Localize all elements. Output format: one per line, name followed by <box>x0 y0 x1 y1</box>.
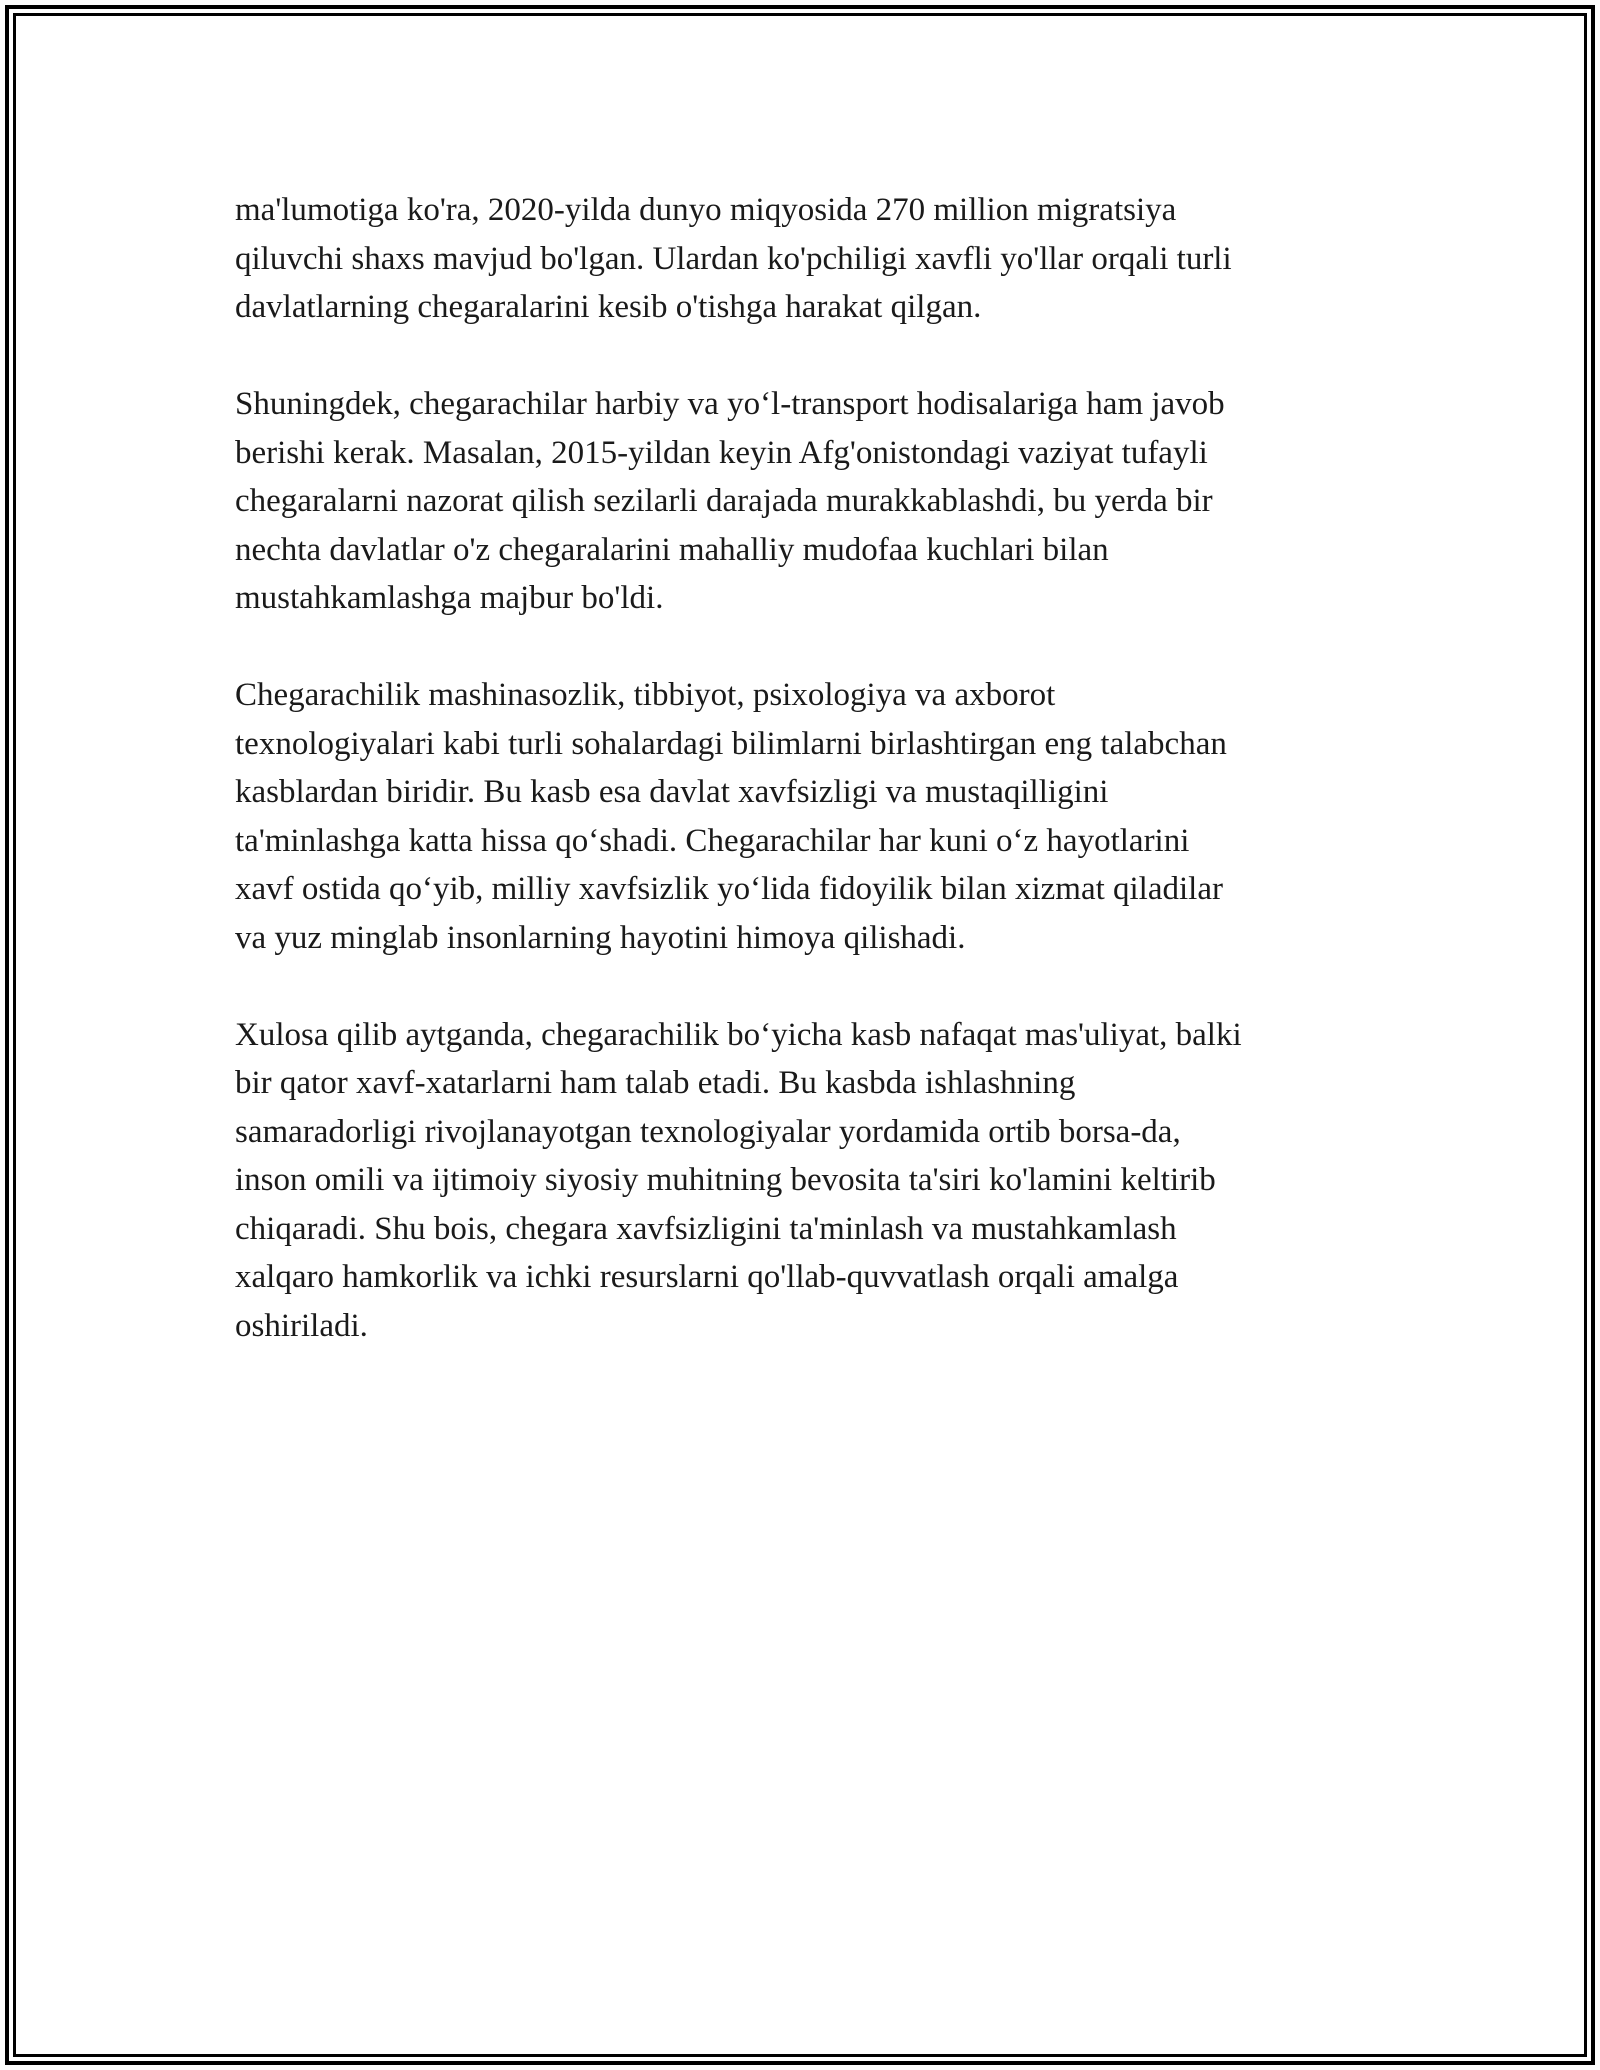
text-line: kasblardan biridir. Bu kasb esa davlat xavfsizligi va mustaqilligini <box>235 774 1109 810</box>
text-line: samaradorligi rivojlanayotgan texnologiyalar yordamida ortib borsa-da, <box>235 1113 1181 1150</box>
text-line: davlatlarning chegaralarini kesib o'tishga harakat qilgan. <box>235 289 982 325</box>
text-line: bir qator xavf-xatarlarni ham talab etadi. Bu kasbda ishlashning <box>235 1065 1076 1101</box>
text-line: ma'lumotiga ko'ra, 2020-yilda dunyo miqyosida 270 million migratsiya <box>235 192 1177 228</box>
text-line: texnologiyalari kabi turli sohalardagi bilimlarni birlashtirgan eng talabchan <box>235 725 1227 762</box>
text-line: xavf ostida qo‘yib, milliy xavfsizlik yo‘lida fidoyilik bilan xizmat qiladilar <box>235 871 1223 907</box>
document-body <box>235 186 1365 1399</box>
text-line: mustahkamlashga majbur bo'ldi. <box>235 580 664 616</box>
text-line: Chegarachilik mashinasozlik, tibbiyot, psixologiya va axborot <box>235 677 1056 713</box>
paragraph <box>235 1011 1365 1351</box>
text-line: inson omili va ijtimoiy siyosiy muhitning bevosita ta'siri ko'lamini keltirib <box>235 1162 1216 1198</box>
text-line: xalqaro hamkorlik va ichki resurslarni qo'llab-quvvatlash orqali amalga <box>235 1259 1179 1295</box>
text-line: berishi kerak. Masalan, 2015-yildan keyin Afg'onistondagi vaziyat tufayli <box>235 434 1208 471</box>
paragraph <box>235 380 1365 623</box>
text-line: Shuningdek, chegarachilar harbiy va yo‘l-transport hodisalariga ham javob <box>235 386 1225 422</box>
paragraph <box>235 671 1365 962</box>
text-line: chegaralarni nazorat qilish sezilarli darajada murakkablashdi, bu yerda bir <box>235 483 1213 519</box>
text-line: qiluvchi shaxs mavjud bo'lgan. Ulardan ko'pchiligi xavfli yo'llar orqali turli <box>235 240 1232 277</box>
text-line: nechta davlatlar o'z chegaralarini mahalliy mudofaa kuchlari bilan <box>235 531 1109 568</box>
text-line: va yuz minglab insonlarning hayotini himoya qilishadi. <box>235 919 966 956</box>
text-line: oshiriladi. <box>235 1307 368 1344</box>
text-line: Xulosa qilib aytganda, chegarachilik bo‘yicha kasb nafaqat mas'uliyat, balki <box>235 1016 1242 1053</box>
paragraph <box>235 186 1365 332</box>
text-line: chiqaradi. Shu bois, chegara xavfsizligini ta'minlash va mustahkamlash <box>235 1210 1177 1247</box>
text-line: ta'minlashga katta hissa qo‘shadi. Chegarachilar har kuni o‘z hayotlarini <box>235 822 1190 859</box>
